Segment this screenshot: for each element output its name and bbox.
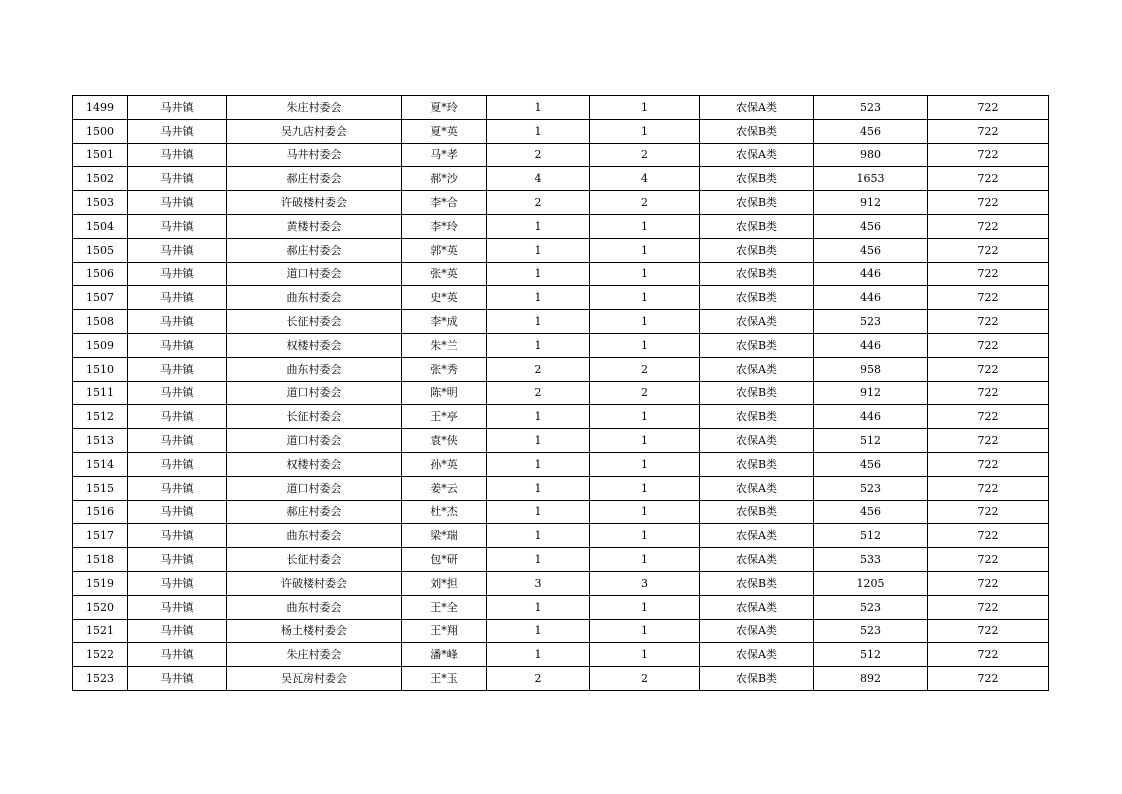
table-row bbox=[73, 429, 1049, 453]
serial-number-cell: 1518 bbox=[73, 548, 128, 572]
village-committee-cell: 道口村委会 bbox=[227, 476, 402, 500]
name-cell: 李*成 bbox=[402, 310, 487, 334]
serial-number-cell: 1513 bbox=[73, 429, 128, 453]
amount-cell: 892 bbox=[814, 667, 928, 691]
serial-number-cell: 1517 bbox=[73, 524, 128, 548]
village-committee-cell: 长征村委会 bbox=[227, 310, 402, 334]
table-row bbox=[73, 238, 1049, 262]
name-cell: 王*全 bbox=[402, 595, 487, 619]
person-count-cell: 1 bbox=[590, 333, 700, 357]
insurance-category-cell: 农保A类 bbox=[700, 96, 814, 120]
household-count-cell: 1 bbox=[487, 524, 590, 548]
serial-number-cell: 1514 bbox=[73, 452, 128, 476]
town-cell: 马井镇 bbox=[128, 214, 227, 238]
household-count-cell: 1 bbox=[487, 405, 590, 429]
name-cell: 王*玉 bbox=[402, 667, 487, 691]
serial-number-cell: 1506 bbox=[73, 262, 128, 286]
village-committee-cell: 朱庄村委会 bbox=[227, 96, 402, 120]
village-committee-cell: 黄楼村委会 bbox=[227, 214, 402, 238]
village-committee-cell: 权楼村委会 bbox=[227, 333, 402, 357]
standard-cell: 722 bbox=[928, 548, 1049, 572]
insurance-category-cell: 农保A类 bbox=[700, 619, 814, 643]
person-count-cell: 2 bbox=[590, 357, 700, 381]
standard-cell: 722 bbox=[928, 238, 1049, 262]
serial-number-cell: 1515 bbox=[73, 476, 128, 500]
amount-cell: 523 bbox=[814, 476, 928, 500]
insurance-category-cell: 农保B类 bbox=[700, 214, 814, 238]
person-count-cell: 4 bbox=[590, 167, 700, 191]
serial-number-cell: 1509 bbox=[73, 333, 128, 357]
name-cell: 姜*云 bbox=[402, 476, 487, 500]
town-cell: 马井镇 bbox=[128, 96, 227, 120]
village-committee-cell: 长征村委会 bbox=[227, 405, 402, 429]
table-row bbox=[73, 571, 1049, 595]
standard-cell: 722 bbox=[928, 619, 1049, 643]
insurance-category-cell: 农保A类 bbox=[700, 643, 814, 667]
amount-cell: 446 bbox=[814, 262, 928, 286]
standard-cell: 722 bbox=[928, 571, 1049, 595]
town-cell: 马井镇 bbox=[128, 500, 227, 524]
village-committee-cell: 郝庄村委会 bbox=[227, 500, 402, 524]
insurance-category-cell: 农保A类 bbox=[700, 476, 814, 500]
name-cell: 李*合 bbox=[402, 191, 487, 215]
name-cell: 杜*杰 bbox=[402, 500, 487, 524]
household-count-cell: 2 bbox=[487, 381, 590, 405]
serial-number-cell: 1502 bbox=[73, 167, 128, 191]
household-count-cell: 1 bbox=[487, 452, 590, 476]
standard-cell: 722 bbox=[928, 262, 1049, 286]
person-count-cell: 1 bbox=[590, 262, 700, 286]
insurance-category-cell: 农保B类 bbox=[700, 667, 814, 691]
household-count-cell: 1 bbox=[487, 333, 590, 357]
table-row bbox=[73, 452, 1049, 476]
village-committee-cell: 吴九店村委会 bbox=[227, 119, 402, 143]
household-count-cell: 2 bbox=[487, 667, 590, 691]
table-row bbox=[73, 262, 1049, 286]
town-cell: 马井镇 bbox=[128, 571, 227, 595]
serial-number-cell: 1512 bbox=[73, 405, 128, 429]
village-committee-cell: 道口村委会 bbox=[227, 262, 402, 286]
standard-cell: 722 bbox=[928, 119, 1049, 143]
insurance-category-cell: 农保A类 bbox=[700, 595, 814, 619]
amount-cell: 456 bbox=[814, 500, 928, 524]
household-count-cell: 1 bbox=[487, 643, 590, 667]
table-row bbox=[73, 548, 1049, 572]
insurance-category-cell: 农保B类 bbox=[700, 571, 814, 595]
town-cell: 马井镇 bbox=[128, 548, 227, 572]
serial-number-cell: 1504 bbox=[73, 214, 128, 238]
data-table bbox=[72, 95, 1049, 691]
person-count-cell: 1 bbox=[590, 405, 700, 429]
amount-cell: 1205 bbox=[814, 571, 928, 595]
village-committee-cell: 郝庄村委会 bbox=[227, 238, 402, 262]
name-cell: 郭*英 bbox=[402, 238, 487, 262]
table-row bbox=[73, 405, 1049, 429]
amount-cell: 456 bbox=[814, 238, 928, 262]
serial-number-cell: 1523 bbox=[73, 667, 128, 691]
household-count-cell: 1 bbox=[487, 429, 590, 453]
name-cell: 张*英 bbox=[402, 262, 487, 286]
insurance-category-cell: 农保B类 bbox=[700, 333, 814, 357]
serial-number-cell: 1519 bbox=[73, 571, 128, 595]
person-count-cell: 1 bbox=[590, 524, 700, 548]
amount-cell: 523 bbox=[814, 619, 928, 643]
town-cell: 马井镇 bbox=[128, 333, 227, 357]
serial-number-cell: 1503 bbox=[73, 191, 128, 215]
standard-cell: 722 bbox=[928, 500, 1049, 524]
town-cell: 马井镇 bbox=[128, 381, 227, 405]
village-committee-cell: 道口村委会 bbox=[227, 381, 402, 405]
person-count-cell: 3 bbox=[590, 571, 700, 595]
standard-cell: 722 bbox=[928, 333, 1049, 357]
name-cell: 潘*峰 bbox=[402, 643, 487, 667]
name-cell: 陈*明 bbox=[402, 381, 487, 405]
person-count-cell: 1 bbox=[590, 548, 700, 572]
table-row bbox=[73, 96, 1049, 120]
amount-cell: 446 bbox=[814, 286, 928, 310]
town-cell: 马井镇 bbox=[128, 643, 227, 667]
town-cell: 马井镇 bbox=[128, 667, 227, 691]
table-row bbox=[73, 357, 1049, 381]
village-committee-cell: 长征村委会 bbox=[227, 548, 402, 572]
standard-cell: 722 bbox=[928, 643, 1049, 667]
name-cell: 包*研 bbox=[402, 548, 487, 572]
standard-cell: 722 bbox=[928, 667, 1049, 691]
insurance-category-cell: 农保B类 bbox=[700, 405, 814, 429]
person-count-cell: 2 bbox=[590, 191, 700, 215]
table-row bbox=[73, 643, 1049, 667]
household-count-cell: 4 bbox=[487, 167, 590, 191]
serial-number-cell: 1516 bbox=[73, 500, 128, 524]
amount-cell: 533 bbox=[814, 548, 928, 572]
table-row bbox=[73, 119, 1049, 143]
standard-cell: 722 bbox=[928, 595, 1049, 619]
village-committee-cell: 曲东村委会 bbox=[227, 595, 402, 619]
person-count-cell: 1 bbox=[590, 214, 700, 238]
name-cell: 张*秀 bbox=[402, 357, 487, 381]
amount-cell: 523 bbox=[814, 310, 928, 334]
standard-cell: 722 bbox=[928, 96, 1049, 120]
household-count-cell: 1 bbox=[487, 119, 590, 143]
standard-cell: 722 bbox=[928, 381, 1049, 405]
serial-number-cell: 1501 bbox=[73, 143, 128, 167]
table-row bbox=[73, 619, 1049, 643]
standard-cell: 722 bbox=[928, 167, 1049, 191]
standard-cell: 722 bbox=[928, 452, 1049, 476]
amount-cell: 512 bbox=[814, 643, 928, 667]
table-row bbox=[73, 476, 1049, 500]
person-count-cell: 1 bbox=[590, 619, 700, 643]
household-count-cell: 2 bbox=[487, 357, 590, 381]
town-cell: 马井镇 bbox=[128, 595, 227, 619]
town-cell: 马井镇 bbox=[128, 167, 227, 191]
person-count-cell: 2 bbox=[590, 143, 700, 167]
village-committee-cell: 权楼村委会 bbox=[227, 452, 402, 476]
person-count-cell: 1 bbox=[590, 96, 700, 120]
village-committee-cell: 马井村委会 bbox=[227, 143, 402, 167]
amount-cell: 912 bbox=[814, 381, 928, 405]
person-count-cell: 1 bbox=[590, 310, 700, 334]
insurance-category-cell: 农保B类 bbox=[700, 238, 814, 262]
serial-number-cell: 1499 bbox=[73, 96, 128, 120]
household-count-cell: 1 bbox=[487, 619, 590, 643]
insurance-category-cell: 农保B类 bbox=[700, 286, 814, 310]
insurance-category-cell: 农保A类 bbox=[700, 310, 814, 334]
table-row bbox=[73, 286, 1049, 310]
household-count-cell: 1 bbox=[487, 214, 590, 238]
name-cell: 郝*沙 bbox=[402, 167, 487, 191]
serial-number-cell: 1511 bbox=[73, 381, 128, 405]
town-cell: 马井镇 bbox=[128, 524, 227, 548]
household-count-cell: 2 bbox=[487, 143, 590, 167]
village-committee-cell: 曲东村委会 bbox=[227, 286, 402, 310]
household-count-cell: 1 bbox=[487, 96, 590, 120]
serial-number-cell: 1505 bbox=[73, 238, 128, 262]
serial-number-cell: 1500 bbox=[73, 119, 128, 143]
person-count-cell: 1 bbox=[590, 595, 700, 619]
person-count-cell: 2 bbox=[590, 381, 700, 405]
insurance-category-cell: 农保A类 bbox=[700, 548, 814, 572]
amount-cell: 958 bbox=[814, 357, 928, 381]
village-committee-cell: 吴瓦房村委会 bbox=[227, 667, 402, 691]
standard-cell: 722 bbox=[928, 310, 1049, 334]
name-cell: 马*孝 bbox=[402, 143, 487, 167]
serial-number-cell: 1520 bbox=[73, 595, 128, 619]
person-count-cell: 1 bbox=[590, 643, 700, 667]
household-count-cell: 1 bbox=[487, 238, 590, 262]
insurance-category-cell: 农保B类 bbox=[700, 452, 814, 476]
household-count-cell: 1 bbox=[487, 548, 590, 572]
amount-cell: 446 bbox=[814, 405, 928, 429]
person-count-cell: 1 bbox=[590, 119, 700, 143]
amount-cell: 523 bbox=[814, 595, 928, 619]
village-committee-cell: 曲东村委会 bbox=[227, 524, 402, 548]
name-cell: 李*玲 bbox=[402, 214, 487, 238]
serial-number-cell: 1507 bbox=[73, 286, 128, 310]
town-cell: 马井镇 bbox=[128, 262, 227, 286]
name-cell: 夏*英 bbox=[402, 119, 487, 143]
town-cell: 马井镇 bbox=[128, 476, 227, 500]
table-row bbox=[73, 524, 1049, 548]
table-body bbox=[73, 96, 1049, 691]
insurance-category-cell: 农保A类 bbox=[700, 429, 814, 453]
village-committee-cell: 曲东村委会 bbox=[227, 357, 402, 381]
name-cell: 王*翔 bbox=[402, 619, 487, 643]
insurance-category-cell: 农保B类 bbox=[700, 167, 814, 191]
serial-number-cell: 1508 bbox=[73, 310, 128, 334]
standard-cell: 722 bbox=[928, 214, 1049, 238]
village-committee-cell: 许破楼村委会 bbox=[227, 191, 402, 215]
table-row bbox=[73, 143, 1049, 167]
person-count-cell: 1 bbox=[590, 286, 700, 310]
town-cell: 马井镇 bbox=[128, 286, 227, 310]
insurance-category-cell: 农保A类 bbox=[700, 143, 814, 167]
table-row bbox=[73, 595, 1049, 619]
person-count-cell: 1 bbox=[590, 476, 700, 500]
serial-number-cell: 1521 bbox=[73, 619, 128, 643]
person-count-cell: 1 bbox=[590, 238, 700, 262]
town-cell: 马井镇 bbox=[128, 429, 227, 453]
household-count-cell: 3 bbox=[487, 571, 590, 595]
village-committee-cell: 许破楼村委会 bbox=[227, 571, 402, 595]
standard-cell: 722 bbox=[928, 524, 1049, 548]
table-row bbox=[73, 500, 1049, 524]
household-count-cell: 1 bbox=[487, 476, 590, 500]
village-committee-cell: 朱庄村委会 bbox=[227, 643, 402, 667]
standard-cell: 722 bbox=[928, 357, 1049, 381]
town-cell: 马井镇 bbox=[128, 310, 227, 334]
name-cell: 夏*玲 bbox=[402, 96, 487, 120]
town-cell: 马井镇 bbox=[128, 405, 227, 429]
amount-cell: 456 bbox=[814, 119, 928, 143]
table-row bbox=[73, 167, 1049, 191]
table-row bbox=[73, 191, 1049, 215]
name-cell: 孙*英 bbox=[402, 452, 487, 476]
name-cell: 梁*瑞 bbox=[402, 524, 487, 548]
amount-cell: 512 bbox=[814, 429, 928, 453]
household-count-cell: 1 bbox=[487, 262, 590, 286]
village-committee-cell: 杨土楼村委会 bbox=[227, 619, 402, 643]
standard-cell: 722 bbox=[928, 143, 1049, 167]
town-cell: 马井镇 bbox=[128, 452, 227, 476]
insurance-category-cell: 农保A类 bbox=[700, 524, 814, 548]
standard-cell: 722 bbox=[928, 286, 1049, 310]
table-row bbox=[73, 333, 1049, 357]
amount-cell: 523 bbox=[814, 96, 928, 120]
table-row bbox=[73, 667, 1049, 691]
household-count-cell: 1 bbox=[487, 500, 590, 524]
town-cell: 马井镇 bbox=[128, 357, 227, 381]
insurance-category-cell: 农保B类 bbox=[700, 500, 814, 524]
town-cell: 马井镇 bbox=[128, 619, 227, 643]
serial-number-cell: 1522 bbox=[73, 643, 128, 667]
name-cell: 袁*侠 bbox=[402, 429, 487, 453]
amount-cell: 456 bbox=[814, 452, 928, 476]
amount-cell: 980 bbox=[814, 143, 928, 167]
table-row bbox=[73, 310, 1049, 334]
village-committee-cell: 郝庄村委会 bbox=[227, 167, 402, 191]
household-count-cell: 1 bbox=[487, 595, 590, 619]
amount-cell: 512 bbox=[814, 524, 928, 548]
standard-cell: 722 bbox=[928, 191, 1049, 215]
amount-cell: 1653 bbox=[814, 167, 928, 191]
standard-cell: 722 bbox=[928, 405, 1049, 429]
household-count-cell: 1 bbox=[487, 286, 590, 310]
standard-cell: 722 bbox=[928, 429, 1049, 453]
amount-cell: 456 bbox=[814, 214, 928, 238]
person-count-cell: 1 bbox=[590, 452, 700, 476]
household-count-cell: 1 bbox=[487, 310, 590, 334]
insurance-category-cell: 农保B类 bbox=[700, 119, 814, 143]
name-cell: 刘*担 bbox=[402, 571, 487, 595]
table-row bbox=[73, 214, 1049, 238]
town-cell: 马井镇 bbox=[128, 143, 227, 167]
town-cell: 马井镇 bbox=[128, 238, 227, 262]
household-count-cell: 2 bbox=[487, 191, 590, 215]
insurance-category-cell: 农保A类 bbox=[700, 357, 814, 381]
village-committee-cell: 道口村委会 bbox=[227, 429, 402, 453]
insurance-category-cell: 农保B类 bbox=[700, 381, 814, 405]
town-cell: 马井镇 bbox=[128, 191, 227, 215]
person-count-cell: 1 bbox=[590, 429, 700, 453]
town-cell: 马井镇 bbox=[128, 119, 227, 143]
serial-number-cell: 1510 bbox=[73, 357, 128, 381]
standard-cell: 722 bbox=[928, 476, 1049, 500]
insurance-category-cell: 农保B类 bbox=[700, 262, 814, 286]
name-cell: 史*英 bbox=[402, 286, 487, 310]
name-cell: 王*亭 bbox=[402, 405, 487, 429]
name-cell: 朱*兰 bbox=[402, 333, 487, 357]
person-count-cell: 2 bbox=[590, 667, 700, 691]
amount-cell: 912 bbox=[814, 191, 928, 215]
person-count-cell: 1 bbox=[590, 500, 700, 524]
insurance-category-cell: 农保B类 bbox=[700, 191, 814, 215]
amount-cell: 446 bbox=[814, 333, 928, 357]
table-row bbox=[73, 381, 1049, 405]
